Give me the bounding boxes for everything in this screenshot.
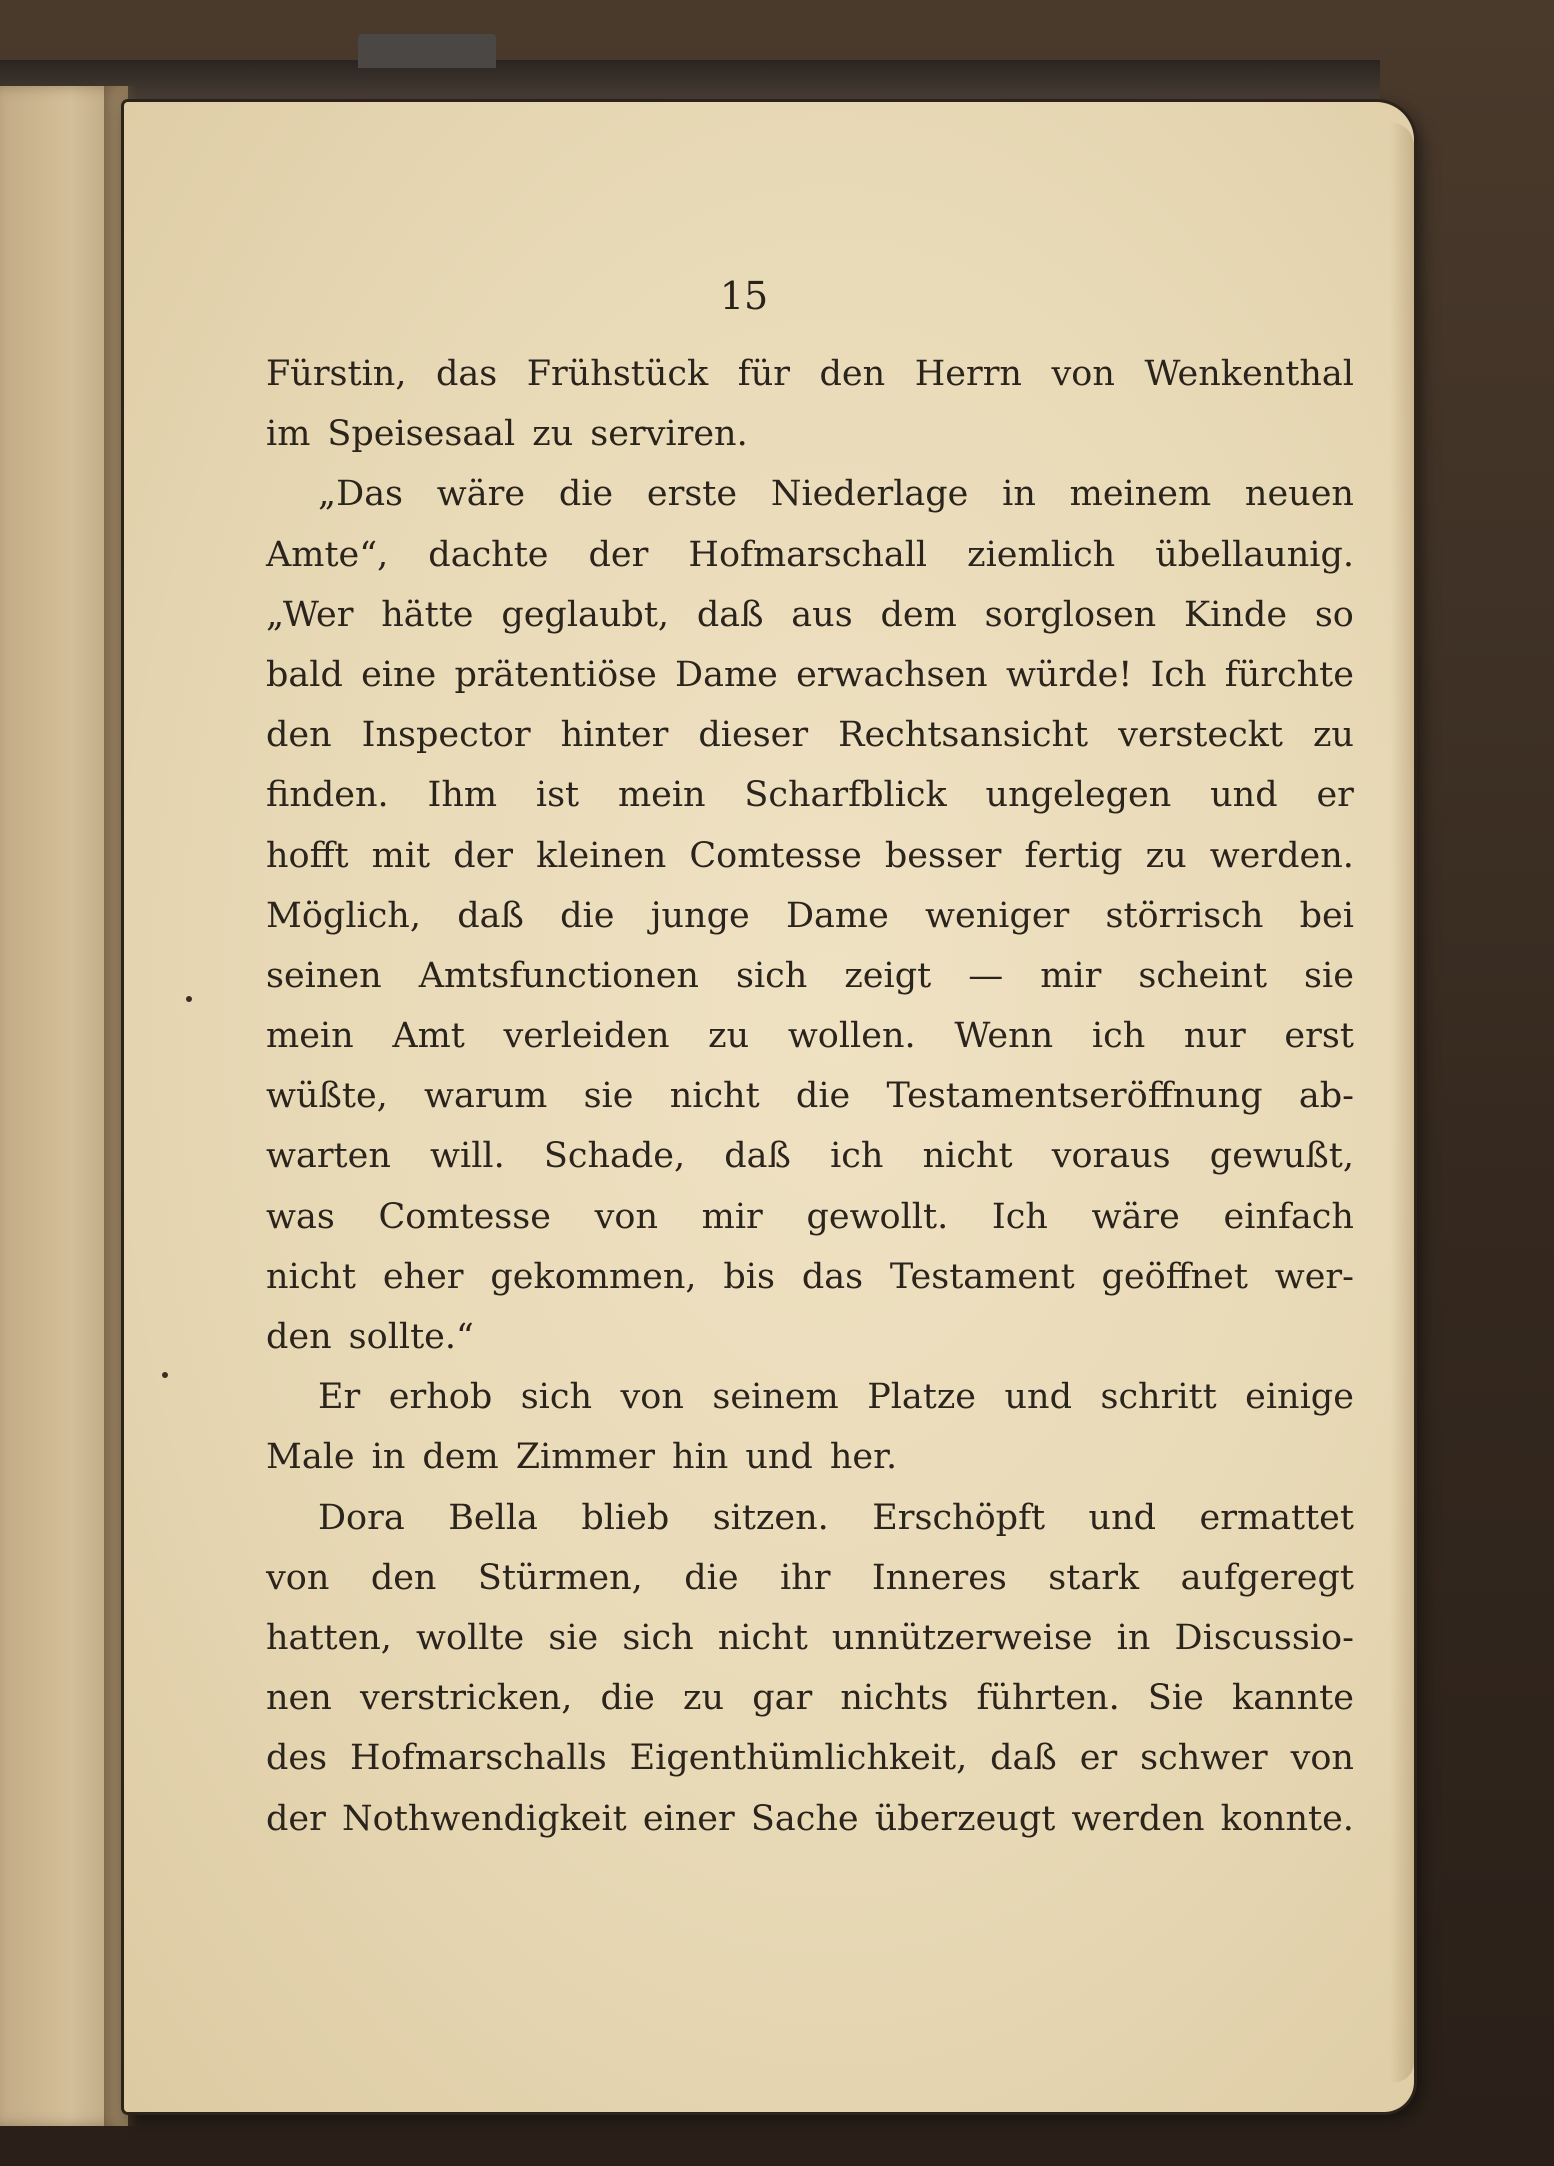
word: warten: [266, 1136, 391, 1177]
word: von: [266, 1557, 330, 1598]
word: dem: [880, 594, 957, 635]
word: die: [600, 1678, 655, 1719]
word: den: [819, 354, 886, 394]
text-line: [266, 1187, 1354, 1247]
word: Platze: [867, 1377, 977, 1418]
word: werden.: [1209, 835, 1354, 876]
word: die: [560, 895, 615, 936]
word: er: [1316, 775, 1354, 816]
word: Nothwendigkeit: [342, 1798, 627, 1839]
word: Sie: [1147, 1678, 1204, 1719]
word: seinem: [712, 1377, 839, 1418]
text-line: [266, 1126, 1354, 1186]
word: eher: [382, 1256, 464, 1297]
word: bei: [1299, 895, 1354, 936]
word: Dame: [675, 654, 778, 695]
word: sich: [736, 955, 808, 996]
word: im: [266, 414, 311, 455]
text-line: [266, 1668, 1354, 1728]
text-line: [266, 1488, 1354, 1548]
word: erst: [1284, 1016, 1354, 1057]
word: erwachsen: [796, 654, 988, 695]
word: „Wer: [266, 594, 354, 635]
word: Male: [266, 1437, 355, 1478]
body-text: [266, 344, 1354, 1849]
word: übellaunig.: [1155, 534, 1354, 575]
word: wäre: [436, 474, 526, 515]
word: Hofmarschall: [688, 534, 928, 575]
word: hatten,: [266, 1617, 392, 1658]
word: störrisch: [1105, 895, 1264, 936]
word: serviren.: [590, 414, 748, 455]
text-line: [266, 525, 1354, 585]
word: das: [435, 354, 498, 394]
word: des: [266, 1738, 328, 1779]
text-line: [266, 1427, 1354, 1487]
word: Bella: [448, 1497, 538, 1538]
text-line: [266, 1728, 1354, 1788]
word: erhob: [388, 1377, 493, 1418]
word: Testamentseröffnung: [886, 1076, 1263, 1117]
word: Er: [318, 1377, 361, 1418]
word: Zimmer: [515, 1437, 656, 1478]
word: von: [1051, 354, 1115, 394]
word: für: [737, 354, 790, 394]
text-line: [266, 1367, 1354, 1427]
word: mein: [266, 1016, 354, 1057]
word: Comtesse: [689, 835, 862, 876]
word: blieb: [581, 1497, 670, 1538]
word: was: [266, 1196, 335, 1237]
word: voraus: [1051, 1136, 1171, 1177]
word: Scharfblick: [744, 775, 947, 816]
word: gewußt,: [1209, 1136, 1354, 1177]
word: finden.: [266, 775, 389, 816]
word: Schade,: [543, 1136, 686, 1177]
text-line: [266, 886, 1354, 946]
word: sich: [622, 1617, 694, 1658]
word: dem: [422, 1437, 499, 1478]
word: ich: [1091, 1016, 1146, 1057]
word: in: [1002, 474, 1036, 515]
word: besser: [884, 835, 1002, 876]
word: einfach: [1223, 1196, 1354, 1237]
word: fürchte: [1224, 654, 1354, 695]
word: gar: [752, 1678, 813, 1719]
word: Stürmen,: [477, 1557, 643, 1598]
word: ist: [535, 775, 580, 816]
cover-tab: [358, 34, 496, 68]
text-line: [266, 705, 1354, 765]
word: eine: [361, 654, 437, 695]
text-line: [266, 1307, 1354, 1367]
word: schwer: [1140, 1738, 1268, 1779]
word: wüßte,: [266, 1076, 388, 1117]
word: versteckt: [1118, 715, 1283, 756]
word: bis: [723, 1256, 775, 1297]
text-line: [266, 826, 1354, 886]
word: Dame: [785, 895, 889, 936]
word: hin: [672, 1437, 729, 1478]
word: seinen: [266, 955, 382, 996]
word: Hofmarschalls: [350, 1738, 607, 1779]
word: werden: [1071, 1798, 1205, 1839]
word: aufgeregt: [1180, 1557, 1354, 1598]
word: Ich: [1150, 654, 1207, 695]
word: sie: [1304, 955, 1354, 996]
word: einer: [642, 1798, 735, 1839]
word: scheint: [1138, 955, 1268, 996]
word: schritt: [1100, 1377, 1217, 1418]
word: Ihm: [427, 775, 498, 816]
word: daß: [990, 1738, 1057, 1779]
word: zu: [1312, 715, 1354, 756]
word: führten.: [976, 1678, 1120, 1719]
word: Discussio-: [1174, 1617, 1354, 1658]
word: den: [266, 1317, 332, 1357]
text-line: [266, 1608, 1354, 1668]
word: kannte: [1231, 1678, 1354, 1719]
word: den: [370, 1557, 437, 1598]
word: fertig: [1024, 835, 1123, 876]
word: mein: [617, 775, 706, 816]
word: überzeugt: [874, 1798, 1056, 1839]
word: Erschöpft: [872, 1497, 1046, 1538]
ink-speck: [162, 1372, 168, 1378]
word: stark: [1048, 1557, 1140, 1598]
word: sollte.“: [348, 1317, 474, 1357]
text-line: [266, 946, 1354, 1006]
word: so: [1314, 594, 1354, 635]
word: Amt: [392, 1016, 465, 1057]
word: verleiden: [503, 1016, 670, 1057]
word: Wenn: [954, 1016, 1054, 1057]
word: meinem: [1069, 474, 1212, 515]
word: ab-: [1298, 1076, 1354, 1117]
word: bald: [266, 654, 343, 695]
word: hinter: [560, 715, 669, 756]
word: Kinde: [1184, 594, 1288, 635]
word: Rechtsansicht: [838, 715, 1089, 756]
word: Inneres: [871, 1557, 1007, 1598]
word: konnte.: [1220, 1798, 1354, 1839]
word: mir: [1040, 955, 1102, 996]
word: einige: [1245, 1377, 1354, 1418]
word: Amtsfunctionen: [418, 955, 699, 996]
word: er: [1079, 1738, 1118, 1779]
word: hofft: [266, 835, 349, 876]
text-line: [266, 1247, 1354, 1307]
word: ich: [830, 1136, 884, 1177]
word: wollen.: [787, 1016, 916, 1057]
word: mit: [371, 835, 431, 876]
word: zu: [683, 1678, 725, 1719]
word: die: [795, 1076, 851, 1117]
word: her.: [829, 1437, 898, 1478]
word: neuen: [1244, 474, 1354, 515]
word: nicht: [922, 1136, 1013, 1177]
word: Inspector: [361, 715, 531, 756]
word: nen: [266, 1678, 332, 1719]
text-line: [266, 404, 1354, 464]
word: in: [371, 1437, 406, 1478]
word: der: [453, 835, 514, 876]
word: der: [266, 1798, 326, 1839]
word: Möglich,: [266, 895, 421, 936]
word: zu: [532, 414, 574, 455]
word: das: [801, 1256, 864, 1297]
word: von: [620, 1377, 684, 1418]
word: Amte“,: [266, 534, 389, 575]
word: ihr: [779, 1557, 831, 1598]
word: sie: [583, 1076, 634, 1117]
word: sitzen.: [712, 1497, 829, 1538]
word: sorglosen: [984, 594, 1157, 635]
word: Fürstin,: [266, 354, 407, 394]
word: Speisesaal: [327, 414, 516, 455]
word: daß: [724, 1136, 791, 1177]
word: prätentiöse: [454, 654, 657, 695]
word: und: [1004, 1377, 1072, 1418]
word: und: [1210, 775, 1278, 816]
word: „Das: [318, 474, 404, 515]
word: verstricken,: [359, 1678, 573, 1719]
word: der: [588, 534, 649, 575]
ink-speck: [186, 996, 192, 1002]
word: von: [594, 1196, 658, 1237]
word: ziemlich: [967, 534, 1116, 575]
word: den: [266, 715, 332, 756]
word: aus: [791, 594, 853, 635]
word: kleinen: [536, 835, 667, 876]
text-line: [266, 1066, 1354, 1126]
word: wollte: [416, 1617, 525, 1658]
word: die: [558, 474, 614, 515]
text-line: [266, 585, 1354, 645]
word: Eigenthümlichkeit,: [629, 1738, 968, 1779]
word: von: [1290, 1738, 1354, 1779]
word: dieser: [698, 715, 809, 756]
word: geöffnet: [1101, 1256, 1248, 1297]
word: sich: [520, 1377, 593, 1418]
word: Dora: [318, 1497, 405, 1538]
word: sie: [548, 1617, 599, 1658]
word: unnützerweise: [831, 1617, 1093, 1658]
word: mir: [701, 1196, 763, 1237]
word: Testament: [889, 1256, 1075, 1297]
word: dachte: [428, 534, 549, 575]
word: nicht: [717, 1617, 808, 1658]
page-number: 15: [719, 274, 769, 318]
word: Sache: [750, 1798, 859, 1839]
word: gekommen,: [490, 1256, 697, 1297]
word: wer-: [1274, 1256, 1354, 1297]
word: in: [1116, 1617, 1151, 1658]
word: ungelegen: [985, 775, 1172, 816]
word: nicht: [669, 1076, 760, 1117]
word: —: [968, 955, 1004, 996]
word: erste: [646, 474, 738, 515]
word: Niederlage: [770, 474, 969, 515]
word: und: [1088, 1497, 1157, 1538]
word: zeigt: [844, 955, 932, 996]
word: daß: [457, 895, 524, 936]
book-cover-edge: [0, 60, 1380, 100]
word: daß: [696, 594, 764, 635]
word: gewollt.: [806, 1196, 949, 1237]
word: geglaubt,: [501, 594, 670, 635]
text-line: [266, 1548, 1354, 1608]
word: hätte: [381, 594, 474, 635]
word: zu: [708, 1016, 750, 1057]
word: ermattet: [1199, 1497, 1354, 1538]
word: zu: [1145, 835, 1187, 876]
word: nicht: [266, 1256, 356, 1297]
text-line: [266, 344, 1354, 404]
word: und: [745, 1437, 813, 1478]
word: Frühstück: [526, 354, 709, 394]
word: Ich: [991, 1196, 1048, 1237]
word: nur: [1183, 1016, 1246, 1057]
word: junge: [650, 895, 750, 936]
word: würde!: [1005, 654, 1133, 695]
text-line: [266, 645, 1354, 705]
word: die: [684, 1557, 739, 1598]
text-line: [266, 464, 1354, 524]
text-line: [266, 1006, 1354, 1066]
word: Comtesse: [378, 1196, 551, 1237]
word: wäre: [1091, 1196, 1180, 1237]
word: weniger: [925, 895, 1070, 936]
word: Herrn: [914, 354, 1022, 394]
word: Wenkenthal: [1144, 354, 1354, 394]
book-page: [124, 102, 1414, 2112]
text-line: [266, 765, 1354, 825]
word: nichts: [840, 1678, 949, 1719]
word: will.: [430, 1136, 505, 1177]
page-edge-shading: [1390, 122, 1414, 2082]
word: warum: [424, 1076, 548, 1117]
text-line: [266, 1789, 1354, 1849]
